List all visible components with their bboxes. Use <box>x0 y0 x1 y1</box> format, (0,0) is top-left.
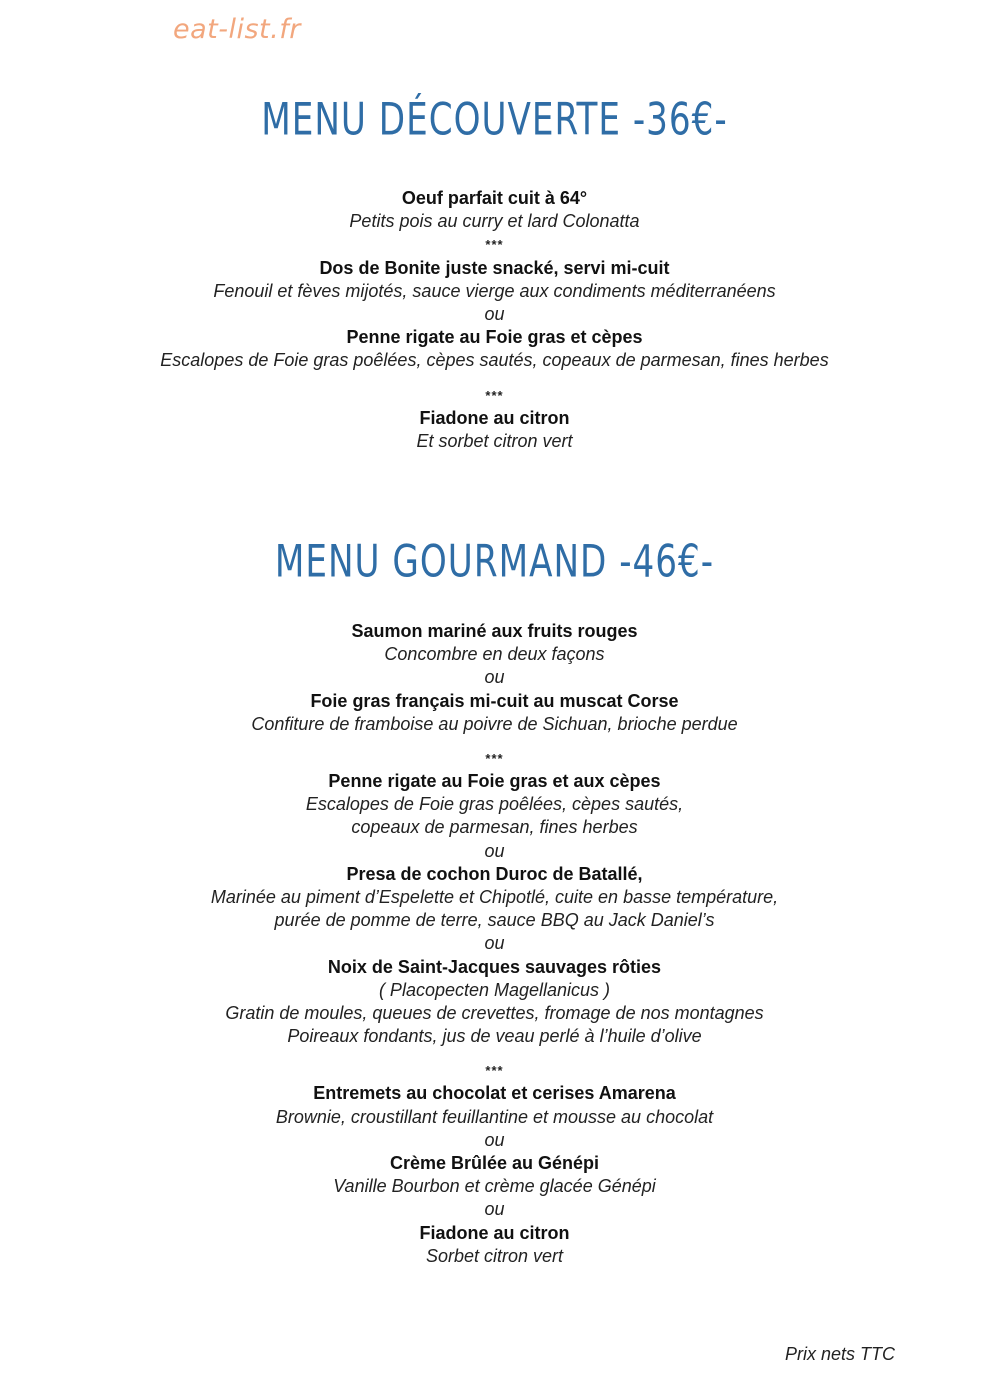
or-separator: ou <box>484 1199 505 1220</box>
dish-description: ( Placopecten Magellanicus ) <box>378 979 611 1000</box>
course-separator: *** <box>485 1063 504 1079</box>
course-separator: *** <box>485 387 504 403</box>
dish-description: purée de pomme de terre, sauce BBQ au Jack Daniel’s <box>274 910 715 931</box>
dish-description: Confiture de framboise au poivre de Sichuan, brioche perdue <box>251 713 738 734</box>
dish-title: Saumon mariné aux fruits rouges <box>351 621 638 641</box>
dish-description: copeaux de parmesan, fines herbes <box>351 817 638 838</box>
menu-gourmand-body <box>0 620 989 1268</box>
dish-title: Oeuf parfait cuit à 64° <box>401 188 588 208</box>
dish-title: Crème Brûlée au Génépi <box>389 1153 600 1174</box>
dish-title: Penne rigate au Foie gras et cèpes <box>346 327 643 348</box>
dish-description: Fenouil et fèves mijotés, sauce vierge aux condiments méditerranéens <box>213 280 776 301</box>
dish-description: Sorbet citron vert <box>425 1245 564 1266</box>
dish-description: Vanille Bourbon et crème glacée Génépi <box>333 1176 656 1197</box>
dish-title: Fiadone au citron <box>419 1222 570 1243</box>
dish-title: Foie gras français mi-cuit au muscat Corse <box>310 690 679 711</box>
dish-description: Concombre en deux façons <box>384 644 605 665</box>
or-separator: ou <box>484 1129 505 1150</box>
dish-description: Marinée au piment d’Espelette et Chipotlé, cuite en basse température, <box>210 887 779 908</box>
course-separator: *** <box>485 237 504 253</box>
watermark-logo: eat-list.fr <box>173 14 301 45</box>
dish-title: Penne rigate au Foie gras et aux cèpes <box>328 771 661 792</box>
or-separator: ou <box>484 304 505 325</box>
dish-description: Gratin de moules, queues de crevettes, fromage de nos montagnes <box>225 1003 764 1024</box>
or-separator: ou <box>484 933 505 954</box>
dish-description: Petits pois au curry et lard Colonatta <box>349 211 640 232</box>
dish-description: Escalopes de Foie gras poêlées, cèpes sautés, <box>305 794 684 815</box>
menu-decouverte-title: MENU DÉCOUVERTE -36€- <box>261 93 728 145</box>
price-note: Prix nets TTC <box>784 1344 895 1364</box>
dish-description: Et sorbet citron vert <box>416 430 573 451</box>
dish-description: Escalopes de Foie gras poêlées, cèpes sautés, copeaux de parmesan, fines herbes <box>160 350 829 371</box>
dish-title: Fiadone au citron <box>419 407 570 428</box>
dish-title: Presa de cochon Duroc de Batallé, <box>346 863 643 884</box>
dish-description: Brownie, croustillant feuillantine et mousse au chocolat <box>275 1106 714 1127</box>
course-separator: *** <box>485 751 504 767</box>
dish-title: Noix de Saint-Jacques sauvages rôties <box>327 956 662 977</box>
dish-title: Dos de Bonite juste snacké, servi mi-cuit <box>319 257 670 278</box>
dish-title: Entremets au chocolat et cerises Amarena <box>313 1083 676 1104</box>
dish-description: Poireaux fondants, jus de veau perlé à l’huile d’olive <box>287 1026 702 1047</box>
or-separator: ou <box>484 667 505 688</box>
menu-decouverte-body <box>0 187 989 453</box>
or-separator: ou <box>484 840 505 861</box>
menu-gourmand-title: MENU GOURMAND -46€- <box>274 535 715 587</box>
